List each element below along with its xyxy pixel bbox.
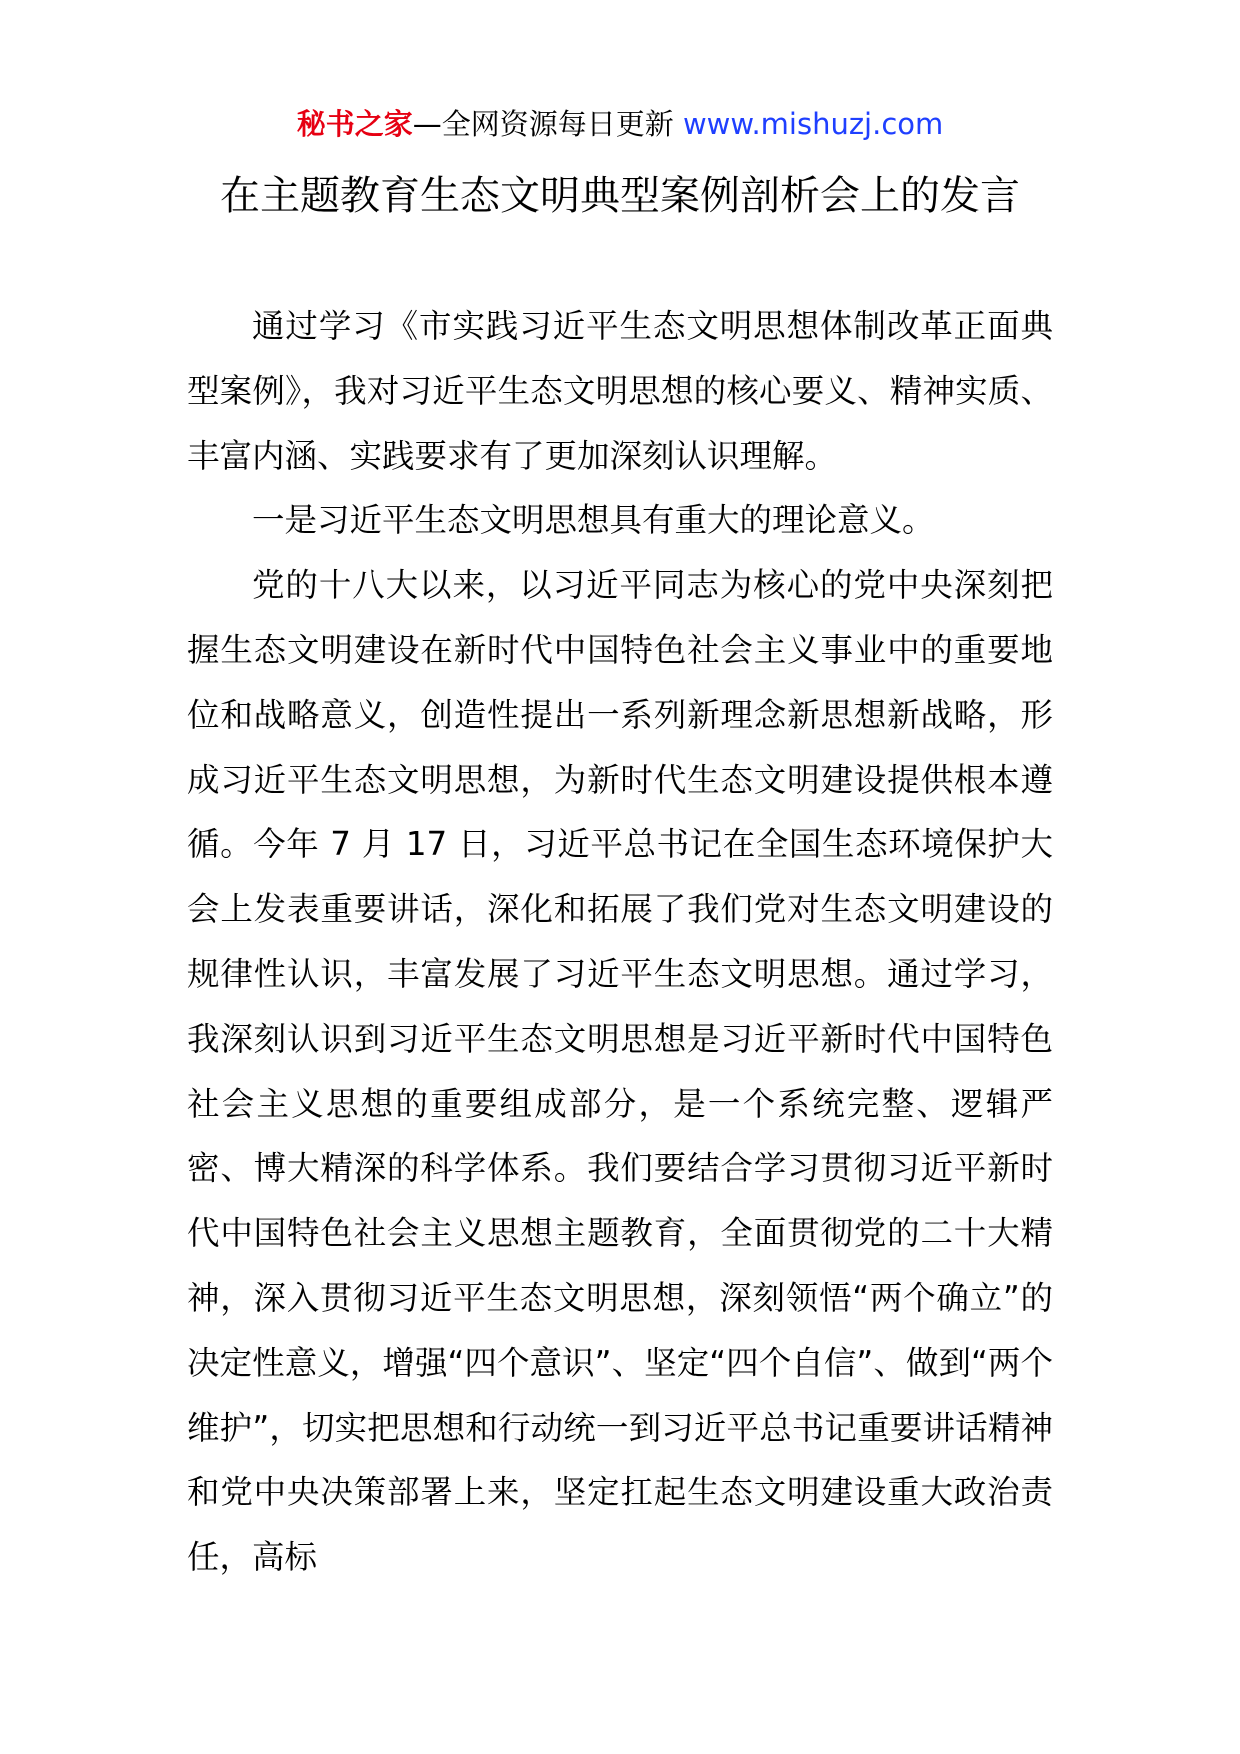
site-url-link[interactable]: www.mishuzj.com (682, 107, 944, 141)
site-brand: 秘书之家 (296, 107, 413, 141)
paragraph-point-one: 一是习近平生态文明思想具有重大的理论意义。 (252, 501, 935, 540)
paragraph-intro: 通过学习《市实践习近平生态文明思想体制改革正面典型案例》，我对习近平生态文明思想的核心要义、精神实质、丰富内涵、实践要求有了更加深刻认识理解。 (187, 307, 1053, 475)
site-header (0, 104, 1240, 144)
paragraph-body: 党的十八大以来，以习近平同志为核心的党中央深刻把握生态文明建设在新时代中国特色社会主义事业中的重要地位和战略意义，创造性提出一系列新理念新思想新战略，形成习近平生态文明思想，为新时代生态文明建设提供根本遵循。今年 7 月 17 日，习近平总书记在全国生态环境保护大会上发表重要讲话，深化和拓展了我们党对生态文明建设的规律性认识，丰富发展了习近平生态文明思想。通过学习，我深刻认识到习近平生态文明思想是习近平新时代中国特色社会主义思想的重要组成部分，是一个系统完整、逻辑严密、博大精深的科学体系。我们要结合学习贯彻习近平新时代中国特色社会主义思想主题教育，全面贯彻党的二十大精神，深入贯彻习近平生态文明思想，深刻领悟“两个确立”的决定性意义，增强“四个意识”、坚定“四个自信”、做到“两个维护”，切实把思想和行动统一到习近平总书记重要讲话精神和党中央决策部署上来，坚定扛起生态文明建设重大政治责任，高标 (187, 566, 1053, 1577)
document-body (187, 294, 1053, 1590)
site-tagline: —全网资源每日更新 (412, 107, 674, 141)
document-title: 在主题教育生态文明典型案例剖析会上的发言 (220, 173, 1020, 219)
